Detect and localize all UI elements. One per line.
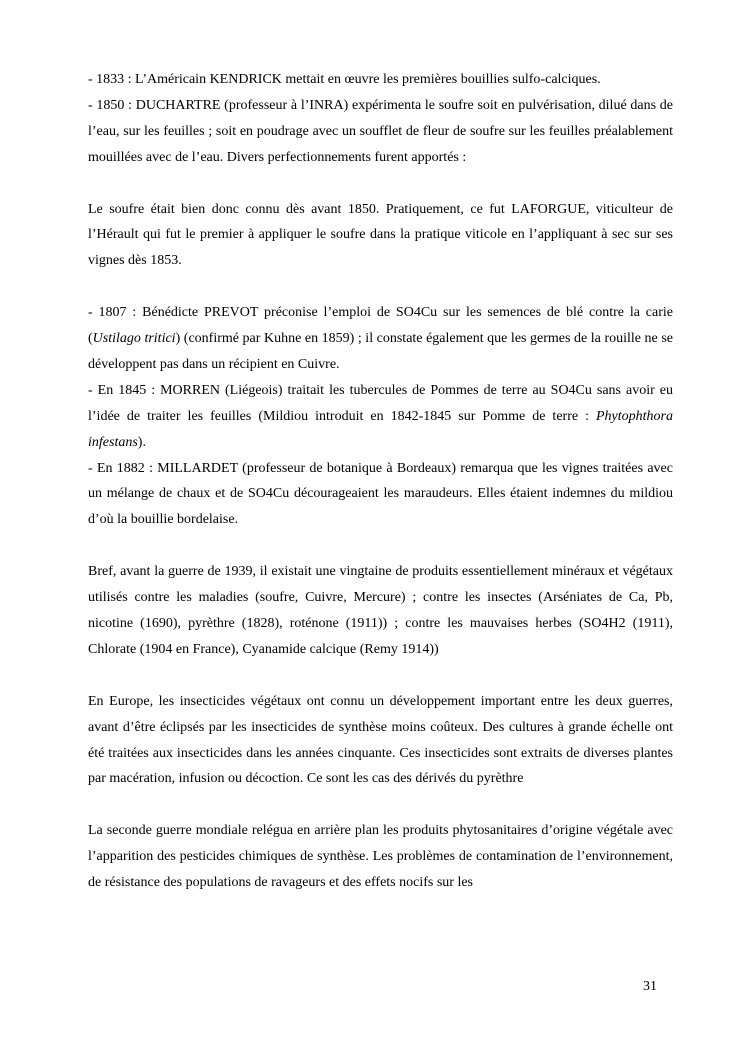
- species-name-italic: Ustilago tritici: [92, 331, 176, 347]
- body-text: [88, 67, 673, 896]
- page-number: 31: [643, 979, 657, 994]
- paragraph-spacer: [88, 792, 673, 818]
- paragraph-1882-millardet: - En 1882 : MILLARDET (professeur de botanique à Bordeaux) remarqua que les vignes traitées avec un mélange de chaux et de SO4Cu décourageaient les maraudeurs. Elles étaient indemnes du mildiou d’où la bouillie bordelaise.: [88, 460, 673, 528]
- paragraph-text-after-italic: ) (confirmé par Kuhne en 1859) ; il constate également que les germes de la rouille ne se développent pas dans un récipient en Cuivre.: [88, 331, 673, 372]
- paragraph-spacer: [88, 171, 673, 197]
- paragraph-spacer: [88, 274, 673, 300]
- paragraph-text-before-italic: - En 1845 : MORREN (Liégeois) traitait les tubercules de Pommes de terre au SO4Cu sans avoir eu l’idée de traiter les feuilles (Mildiou introduit en 1842-1845 sur Pomme de terre :: [88, 382, 673, 424]
- paragraph-text-after-italic: ).: [137, 434, 146, 450]
- paragraph-1850-duchartre: - 1850 : DUCHARTRE (professeur à l’INRA) expérimenta le soufre soit en pulvérisation, dilué dans de l’eau, sur les feuilles ; soit en poudrage avec un soufflet de fleur de soufre sur les feuilles préalablement mouillées avec de l’eau. Divers perfectionnements furent apportés :: [88, 97, 673, 165]
- species-name-italic: Phytophthora infestans: [88, 408, 673, 450]
- paragraph-spacer: [88, 663, 673, 689]
- paragraph-seconde-guerre: La seconde guerre mondiale relégua en arrière plan les produits phytosanitaires d’origine végétale avec l’apparition des pesticides chimiques de synthèse. Les problèmes de contamination de l’environnement, de résistance des populations de ravageurs et des effets nocifs sur les: [88, 823, 673, 891]
- paragraph-soufre-laforgue: Le soufre était bien donc connu dès avant 1850. Pratiquement, ce fut LAFORGUE, viticulteur de l’Hérault qui fut le premier à appliquer le soufre dans la pratique viticole en l’appliquant à sec sur ses vignes dès 1853.: [88, 201, 673, 269]
- paragraph-spacer: [88, 533, 673, 559]
- paragraph-1807-prevot: [88, 300, 673, 378]
- paragraph-1833-kendrick: - 1833 : L’Américain KENDRICK mettait en œuvre les premières bouillies sulfo-calciques.: [88, 72, 601, 87]
- paragraph-text-before-italic: - 1807 : Bénédicte PREVOT préconise l’emploi de SO4Cu sur les semences de blé contre la carie (: [88, 305, 673, 347]
- paragraph-1845-morren: [88, 378, 673, 456]
- paragraph-insecticides-vegetaux: En Europe, les insecticides végétaux ont connu un développement important entre les deux guerres, avant d’être éclipsés par les insecticides de synthèse moins coûteux. Des cultures à grande échelle ont été traitées aux insecticides dans les années cinquante. Ces insecticides sont extraits de diverses plantes par macération, infusion ou décoction. Ce sont les cas des dérivés du pyrèthre: [88, 693, 673, 787]
- paragraph-avant-guerre-1939: Bref, avant la guerre de 1939, il existait une vingtaine de produits essentiellement minéraux et végétaux utilisés contre les maladies (soufre, Cuivre, Mercure) ; contre les insectes (Arséniates de Ca, Pb, nicotine (1690), pyrèthre (1828), roténone (1911)) ; contre les mauvaises herbes (SO4H2 (1911), Chlorate (1904 en France), Cyanamide calcique (Remy 1914)): [88, 564, 673, 657]
